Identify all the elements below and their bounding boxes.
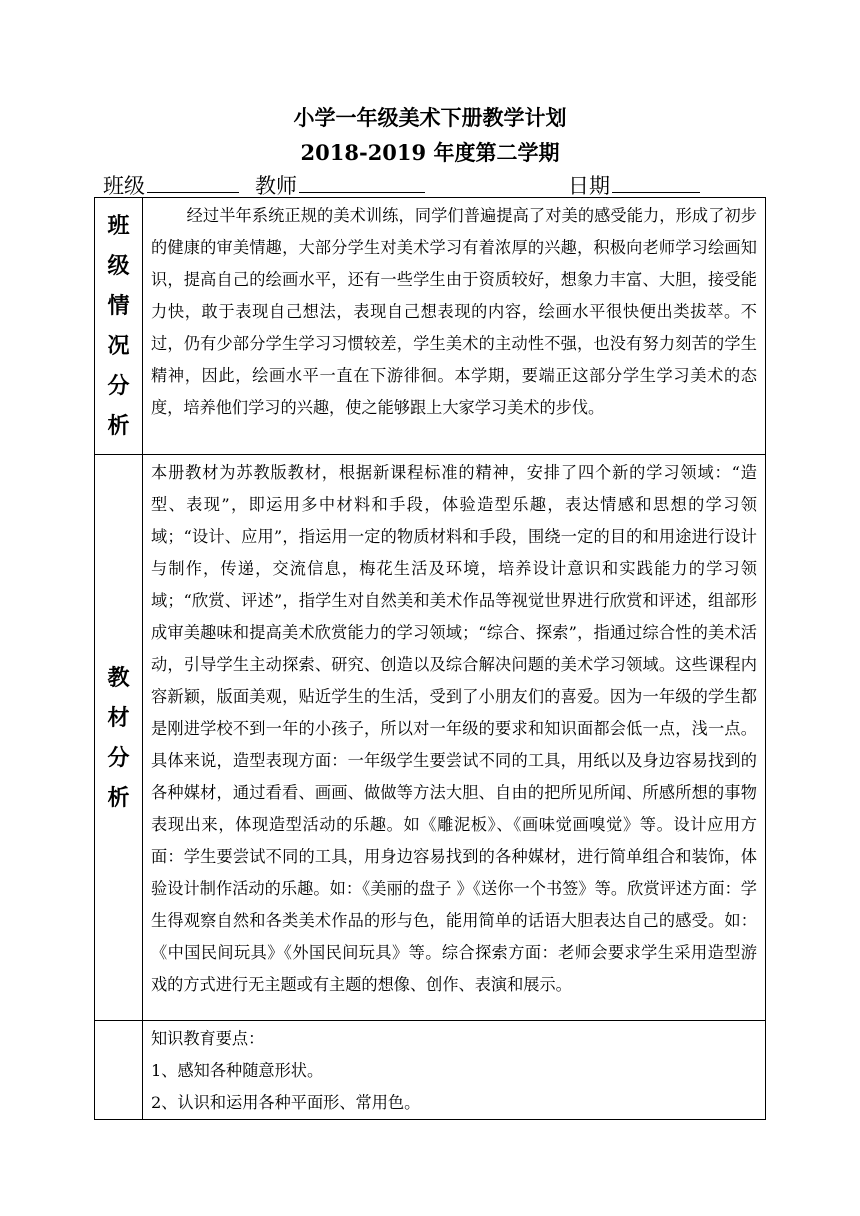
textbook-analysis-body (143, 455, 766, 1021)
textbook-analysis-row (95, 455, 766, 1021)
heading-char: 析 (107, 784, 130, 811)
knowledge-line: 1、感知各种随意形状。 (151, 1061, 324, 1080)
heading-char: 班 (107, 213, 130, 239)
page-subtitle: 2018-2019 年度第二学期 (300, 140, 560, 165)
class-field (103, 170, 239, 200)
heading-char: 情 (107, 293, 130, 319)
knowledge-points-heading (95, 1021, 143, 1120)
knowledge-points-row (95, 1021, 766, 1120)
heading-char: 析 (107, 413, 130, 439)
date-field (568, 170, 700, 200)
teacher-blank-line (299, 170, 425, 193)
heading-char: 级 (107, 253, 130, 279)
heading-char: 况 (107, 333, 130, 359)
heading-char: 分 (107, 373, 130, 399)
class-analysis-text: 经过半年系统正规的美术训练，同学们普遍提高了对美的感受能力，形成了初步的健康的审美情趣，大部分学生对美术学习有着浓厚的兴趣，积极向老师学习绘画知识，提高自己的绘画水平，还有一些学生由于资质较好，想象力丰富、大胆，接受能力快，敢于表现自己想法，表现自己想表现的内容，绘画水平很快便出类拔萃。不过，仍有少部分学生学习习惯较差，学生美术的主动性不强，也没有努力刻苦的学生精神，因此，绘画水平一直在下游徘徊。本学期，要端正这部分学生学习美术的态度，培养他们学习的兴趣，使之能够跟上大家学习美术的步伐。 (151, 206, 757, 417)
class-analysis-heading (95, 198, 143, 455)
knowledge-line: 知识教育要点： (151, 1029, 265, 1048)
teacher-field (255, 170, 425, 200)
date-blank-line (612, 170, 700, 193)
class-label: 班级 (103, 174, 145, 198)
class-blank-line (147, 170, 239, 193)
heading-char: 分 (107, 744, 130, 771)
plan-table (94, 197, 766, 1120)
teacher-label: 教师 (255, 174, 297, 198)
class-analysis-row (95, 198, 766, 455)
heading-char: 材 (107, 704, 130, 731)
date-label: 日期 (568, 174, 610, 198)
class-analysis-body (143, 198, 766, 455)
page-title: 小学一年级美术下册教学计划 (293, 105, 567, 130)
heading-char: 教 (107, 664, 130, 691)
knowledge-points-body (143, 1021, 766, 1120)
knowledge-line: 2、认识和运用各种平面形、常用色。 (151, 1093, 421, 1112)
textbook-analysis-text: 本册教材为苏教版教材，根据新课程标准的精神，安排了四个新的学习领域：“造型、表现”，即运用多中材料和手段，体验造型乐趣，表达情感和思想的学习领域；“设计、应用”，指运用一定的物质材料和手段，围绕一定的目的和用途进行设计与制作，传递，交流信息，梅花生活及环境，培养设计意识和实践能力的学习领域；“欣赏、评述”，指学生对自然美和美术作品等视觉世界进行欣赏和评述，组部形成审美趣味和提高美术欣赏能力的学习领域；“综合、探索”，指通过综合性的美术活动，引导学生主动探索、研究、创造以及综合解决问题的美术学习领域。这些课程内容新颖，版面美观，贴近学生的生活，受到了小朋友们的喜爱。因为一年级的学生都是刚进学校不到一年的小孩子，所以对一年级的要求和知识面都会低一点，浅一点。具体来说，造型表现方面：一年级学生要尝试不同的工具，用纸以及身边容易找到的各种媒材，通过看看、画画、做做等方法大胆、自由的把所见所闻、所感所想的事物表现出来，体现造型活动的乐趣。如《雕泥板》、《画味觉画嗅觉》等。设计应用方面：学生要尝试不同的工具，用身边容易找到的各种媒材，进行简单组合和装饰，体验设计制作活动的乐趣。如：《美丽的盘子 》《送你一个书签》等。欣赏评述方面：学生得观察自然和各类美术作品的形与色，能用简单的话语大胆表达自己的感受。如：《中国民间玩具》《外国民间玩具》等。综合探索方面：老师会要求学生采用造型游戏的方式进行无主题或有主题的想像、创作、表演和展示。 (151, 463, 757, 994)
textbook-analysis-heading (95, 455, 143, 1021)
header-fields (0, 170, 860, 200)
